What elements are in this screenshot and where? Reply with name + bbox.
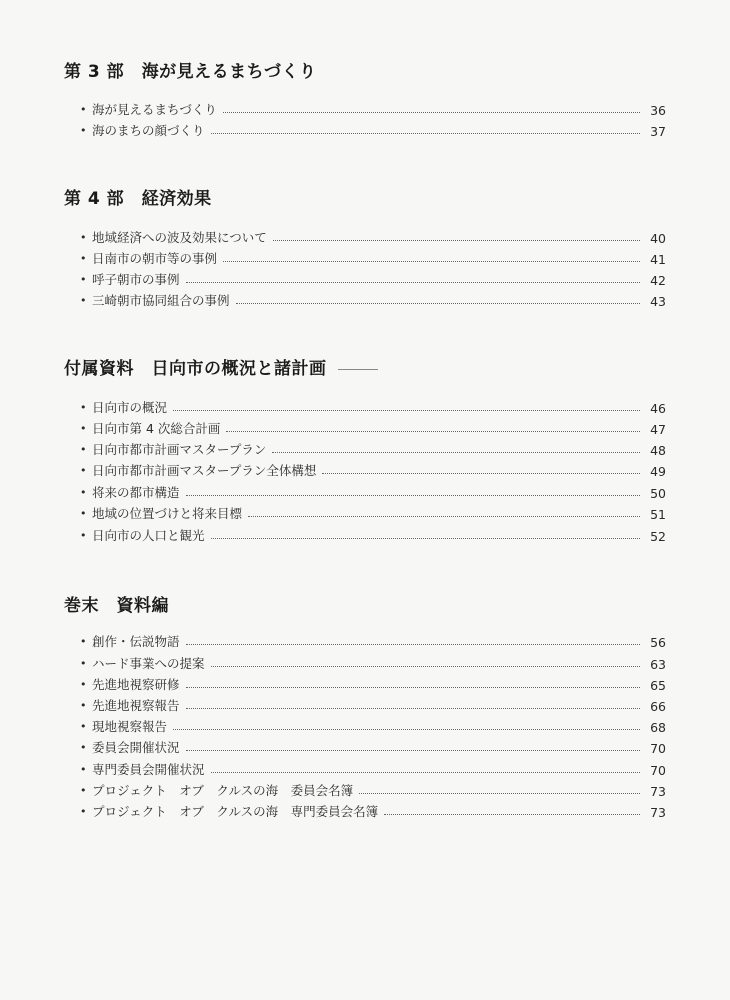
toc-entry[interactable] xyxy=(80,98,666,118)
bullet-icon: • xyxy=(80,678,87,691)
entry-page-number: 43 xyxy=(650,294,666,309)
entry-page-number: 73 xyxy=(650,784,666,799)
dot-leader xyxy=(384,814,640,815)
entry-label: ハード事業への提案 xyxy=(92,656,205,671)
entry-label: プロジェクト オブ クルスの海 委員会名簿 xyxy=(92,783,354,798)
dot-leader xyxy=(248,516,640,517)
dot-leader xyxy=(173,410,640,411)
toc-entry[interactable] xyxy=(80,247,666,267)
dot-leader xyxy=(186,282,640,283)
entry-page-number: 42 xyxy=(650,273,666,288)
entry-page-number: 47 xyxy=(650,422,666,437)
entry-label: 委員会開催状況 xyxy=(92,740,180,755)
dot-leader xyxy=(186,495,640,496)
toc-entry[interactable] xyxy=(80,438,666,458)
toc-entry[interactable] xyxy=(80,289,666,309)
toc-entry[interactable] xyxy=(80,119,666,139)
toc-entry[interactable] xyxy=(80,417,666,437)
bullet-icon: • xyxy=(80,699,87,712)
entry-page-number: 66 xyxy=(650,699,666,714)
bullet-icon: • xyxy=(80,529,87,542)
toc-entry[interactable] xyxy=(80,268,666,288)
section-title: 第 4 部 経済効果 xyxy=(64,189,212,209)
dot-leader xyxy=(211,538,640,539)
dot-leader xyxy=(211,772,640,773)
entry-page-number: 37 xyxy=(650,124,666,139)
entry-label: 日向市第 4 次総合計画 xyxy=(92,421,221,436)
toc-entry[interactable] xyxy=(80,800,666,820)
bullet-icon: • xyxy=(80,294,87,307)
entry-label: 三崎朝市協同組合の事例 xyxy=(92,293,230,308)
entry-label: 地域の位置づけと将来目標 xyxy=(92,506,243,521)
dot-leader xyxy=(186,750,640,751)
entry-label: 将来の都市構造 xyxy=(92,485,180,500)
entry-label: プロジェクト オブ クルスの海 専門委員会名簿 xyxy=(92,804,379,819)
dot-leader xyxy=(211,666,640,667)
bullet-icon: • xyxy=(80,784,87,797)
entry-page-number: 63 xyxy=(650,657,666,672)
dot-leader xyxy=(186,644,640,645)
entry-label: 海が見えるまちづくり xyxy=(92,102,217,117)
toc-entry[interactable] xyxy=(80,226,666,246)
section-title: 巻末 資料編 xyxy=(64,596,169,616)
entry-label: 現地視察報告 xyxy=(92,719,168,734)
dot-leader xyxy=(236,303,640,304)
dot-leader xyxy=(272,452,640,453)
toc-entry[interactable] xyxy=(80,524,666,544)
entry-label: 日南市の朝市等の事例 xyxy=(92,251,218,266)
entry-page-number: 48 xyxy=(650,443,666,458)
entry-page-number: 46 xyxy=(650,401,666,416)
bullet-icon: • xyxy=(80,443,87,456)
entry-label: 先進地視察報告 xyxy=(92,698,180,713)
entry-label: 専門委員会開催状況 xyxy=(92,762,205,777)
bullet-icon: • xyxy=(80,657,87,670)
entry-label: 地域経済への波及効果について xyxy=(92,230,267,245)
entry-label: 日向市の概況 xyxy=(92,400,168,415)
bullet-icon: • xyxy=(80,231,87,244)
entry-page-number: 68 xyxy=(650,720,666,735)
bullet-icon: • xyxy=(80,273,87,286)
entry-page-number: 51 xyxy=(650,507,666,522)
bullet-icon: • xyxy=(80,486,87,499)
dot-leader xyxy=(223,261,640,262)
entry-label: 創作・伝説物語 xyxy=(92,634,180,649)
toc-entry[interactable] xyxy=(80,673,666,693)
dot-leader xyxy=(223,112,640,113)
dot-leader xyxy=(359,793,640,794)
entry-label: 日向市都市計画マスタープラン xyxy=(92,442,267,457)
entry-label: 先進地視察研修 xyxy=(92,677,180,692)
section-title: 付属資料 日向市の概況と諸計画 xyxy=(64,359,327,379)
entry-page-number: 41 xyxy=(650,252,666,267)
toc-entry[interactable] xyxy=(80,459,666,479)
toc-entry[interactable] xyxy=(80,758,666,778)
bullet-icon: • xyxy=(80,103,87,116)
dot-leader xyxy=(186,687,640,688)
bullet-icon: • xyxy=(80,422,87,435)
dot-leader xyxy=(273,240,640,241)
entry-page-number: 73 xyxy=(650,805,666,820)
toc-entry[interactable] xyxy=(80,630,666,650)
bullet-icon: • xyxy=(80,464,87,477)
bullet-icon: • xyxy=(80,635,87,648)
section-title: 第 3 部 海が見えるまちづくり xyxy=(64,62,317,82)
entry-page-number: 49 xyxy=(650,464,666,479)
entry-page-number: 50 xyxy=(650,486,666,501)
dot-leader xyxy=(186,708,640,709)
entry-label: 日向市の人口と観光 xyxy=(92,528,205,543)
bullet-icon: • xyxy=(80,507,87,520)
dot-leader xyxy=(173,729,640,730)
bullet-icon: • xyxy=(80,720,87,733)
toc-entry[interactable] xyxy=(80,736,666,756)
dot-leader xyxy=(322,473,640,474)
decorative-rule xyxy=(338,369,378,370)
bullet-icon: • xyxy=(80,252,87,265)
entry-label: 呼子朝市の事例 xyxy=(92,272,180,287)
bullet-icon: • xyxy=(80,805,87,818)
bullet-icon: • xyxy=(80,741,87,754)
bullet-icon: • xyxy=(80,124,87,137)
entry-page-number: 52 xyxy=(650,529,666,544)
toc-entry[interactable] xyxy=(80,396,666,416)
entry-label: 海のまちの顔づくり xyxy=(92,123,205,138)
entry-page-number: 40 xyxy=(650,231,666,246)
entry-page-number: 70 xyxy=(650,763,666,778)
bullet-icon: • xyxy=(80,763,87,776)
dot-leader xyxy=(226,431,640,432)
entry-page-number: 70 xyxy=(650,741,666,756)
toc-entry[interactable] xyxy=(80,779,666,799)
toc-entry[interactable] xyxy=(80,715,666,735)
toc-entry[interactable] xyxy=(80,502,666,522)
toc-entry[interactable] xyxy=(80,694,666,714)
entry-page-number: 36 xyxy=(650,103,666,118)
entry-page-number: 56 xyxy=(650,635,666,650)
dot-leader xyxy=(211,133,640,134)
entry-label: 日向市都市計画マスタープラン全体構想 xyxy=(92,463,317,478)
toc-entry[interactable] xyxy=(80,652,666,672)
bullet-icon: • xyxy=(80,401,87,414)
toc-entry[interactable] xyxy=(80,481,666,501)
entry-page-number: 65 xyxy=(650,678,666,693)
